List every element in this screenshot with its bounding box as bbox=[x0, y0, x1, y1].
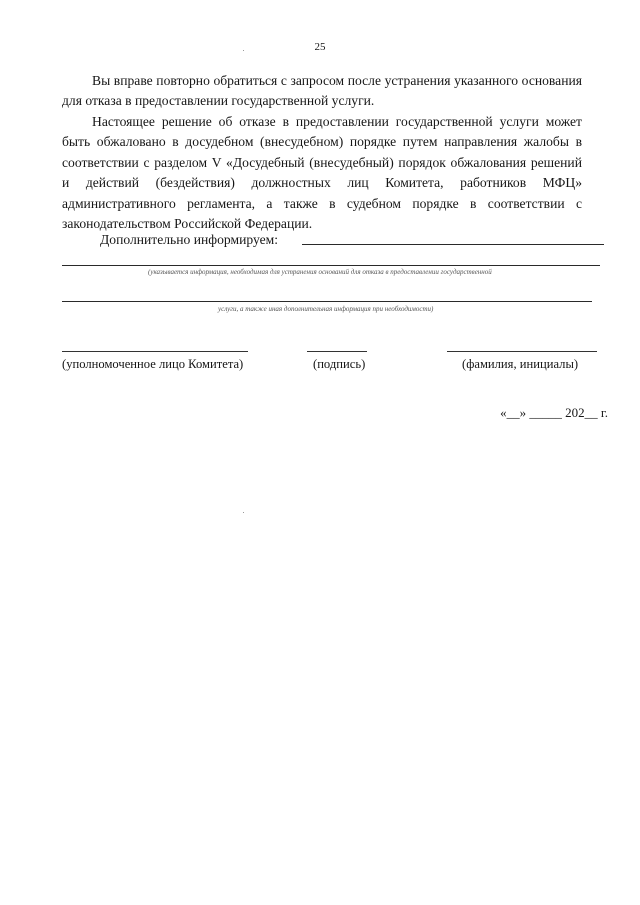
name-signature-line bbox=[447, 351, 597, 352]
additional-info-fill-line bbox=[302, 244, 604, 245]
info-caption-2: услуги, а также иная дополнительная информация при необходимости) bbox=[218, 305, 434, 313]
signature-line bbox=[307, 351, 367, 352]
page-number: 25 bbox=[314, 41, 326, 53]
official-signature-line bbox=[62, 351, 248, 352]
date-line: «__» _____ 202__ г. bbox=[500, 405, 608, 420]
scan-speck bbox=[243, 50, 244, 51]
info-caption-1: (указывается информация, необходимая для устранения оснований для отказа в предоставлении государственной bbox=[148, 268, 492, 276]
signature-label: (подпись) bbox=[313, 357, 366, 371]
additional-info-label: Дополнительно информируем: bbox=[100, 232, 278, 247]
name-label: (фамилия, инициалы) bbox=[462, 357, 579, 371]
paragraph-reapply: Вы вправе повторно обратиться с запросом после устранения указанного основания для отказа в предоставлении государственной услуги. bbox=[62, 73, 582, 109]
official-label: (уполномоченное лицо Комитета) bbox=[62, 357, 244, 371]
paragraph-appeal: Настоящее решение об отказе в предоставлении государственной услуги может быть обжаловано в досудебном (внесудебном) порядке путем направления жалобы в соответствии с разделом V «Досудебный (внесудебный) порядок обжалования решений и действий (бездействия) должностных лиц Комитета, работников МФЦ» административного регламента, а также в судебном порядке в соответствии с законодательством Российской Федерации. bbox=[62, 114, 582, 232]
scan-speck bbox=[243, 512, 244, 513]
info-fill-line-2 bbox=[62, 301, 592, 302]
info-fill-line-1 bbox=[62, 265, 600, 266]
